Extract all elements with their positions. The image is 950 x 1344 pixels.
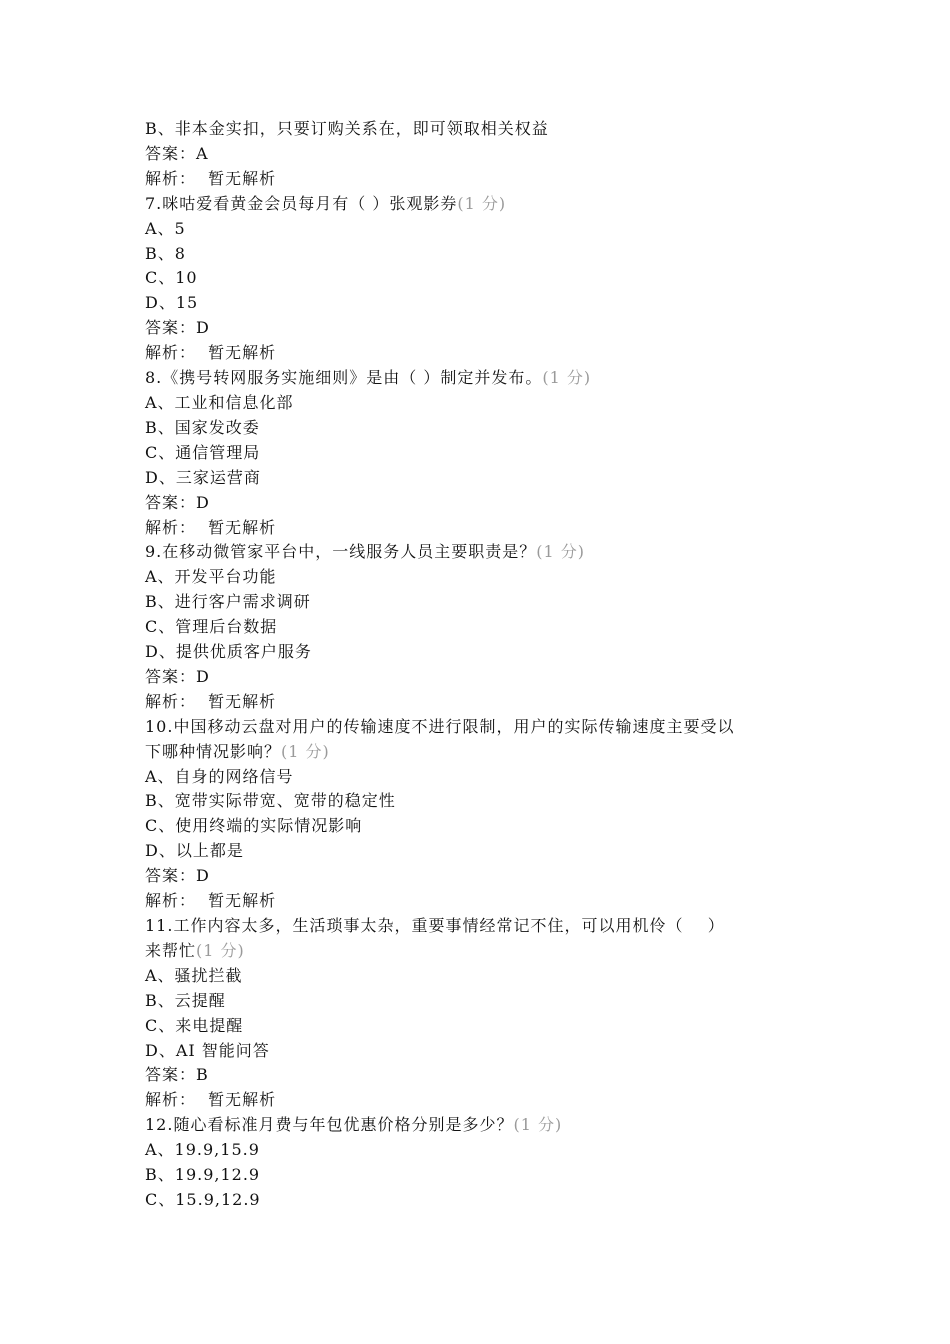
option-line: C、使用终端的实际情况影响 [145, 816, 363, 836]
option-line: B、云提醒 [145, 990, 226, 1010]
option-line: B、国家发改委 [145, 417, 260, 437]
question-score: (1 分) [536, 542, 586, 562]
question-text: 12.随心看标准月费与年包优惠价格分别是多少？ [145, 1115, 514, 1135]
option-line: C、来电提醒 [145, 1015, 244, 1035]
question-9 [145, 540, 815, 714]
question-score: (1 分) [542, 368, 592, 388]
question-score: (1 分) [281, 741, 330, 761]
question-8 [145, 366, 815, 540]
question-10 [145, 715, 815, 914]
option-line: C、10 [145, 268, 198, 288]
option-line: A、开发平台功能 [145, 567, 277, 587]
option-line: D、以上都是 [145, 841, 244, 861]
analysis-line: 解析： 暂无解析 [145, 691, 277, 711]
analysis-line: 解析： 暂无解析 [145, 1090, 277, 1110]
answer-line: 答案：D [145, 666, 210, 686]
question-score: (1 分) [513, 1115, 563, 1135]
analysis-line: 解析： 暂无解析 [145, 891, 277, 911]
option-line: A、自身的网络信号 [145, 766, 294, 786]
question-text: 8.《携号转网服务实施细则》是由（ ）制定并发布。 [145, 368, 543, 388]
analysis-line: 解析： 暂无解析 [145, 168, 277, 188]
option-line: D、三家运营商 [145, 467, 261, 487]
option-line: C、通信管理局 [145, 442, 261, 462]
question-stem-line-1: 10.中国移动云盘对用户的传输速度不进行限制，用户的实际传输速度主要受以 [145, 716, 735, 736]
document-page [145, 117, 815, 1213]
question-stem [145, 939, 815, 964]
question-stem [145, 192, 815, 217]
option-line: C、管理后台数据 [145, 617, 278, 637]
question-stem-line-1: 11.工作内容太多，生活琐事太杂，重要事情经常记不住，可以用机伶（ ） [145, 916, 725, 935]
question-stem [145, 366, 815, 391]
question-7 [145, 192, 815, 366]
answer-line: 答案：D [145, 318, 210, 338]
answer-line: 答案：D [145, 492, 210, 512]
option-line: C、15.9,12.9 [145, 1189, 261, 1209]
question-12 [145, 1113, 815, 1213]
option-line: D、15 [145, 293, 199, 313]
option-line: A、19.9,15.9 [145, 1140, 260, 1160]
analysis-line: 解析： 暂无解析 [145, 517, 277, 537]
question-text: 来帮忙 [145, 940, 197, 960]
question-stem [145, 740, 815, 765]
option-line: A、工业和信息化部 [145, 392, 294, 412]
analysis-line: 解析： 暂无解析 [145, 343, 277, 363]
option-line: A、骚扰拦截 [145, 965, 243, 985]
question-score: (1 分) [457, 193, 507, 213]
question-text: 下哪种情况影响？ [145, 741, 282, 761]
option-line: B、19.9,12.9 [145, 1165, 261, 1185]
answer-line: 答案：D [145, 866, 210, 886]
question-stem [145, 540, 815, 565]
option-line: A、5 [145, 218, 186, 238]
answer-line: 答案：A [145, 143, 209, 163]
option-line: B、宽带实际带宽、宽带的稳定性 [145, 791, 396, 811]
question-stem [145, 1113, 815, 1138]
option-line: B、进行客户需求调研 [145, 592, 311, 612]
question-text: 9.在移动微管家平台中，一线服务人员主要职责是？ [145, 542, 537, 562]
option-line: B、8 [145, 243, 186, 263]
question-11 [145, 914, 815, 1113]
option-line: D、AI 智能问答 [145, 1040, 270, 1060]
question-text: 7.咪咕爱看黄金会员每月有（ ）张观影券 [145, 193, 458, 213]
option-line: B、非本金实扣，只要订购关系在，即可领取相关权益 [145, 119, 549, 138]
option-line: D、提供优质客户服务 [145, 642, 312, 662]
question-score: (1 分) [196, 940, 245, 960]
previous-question-fragment [145, 117, 815, 192]
answer-line: 答案：B [145, 1065, 209, 1085]
